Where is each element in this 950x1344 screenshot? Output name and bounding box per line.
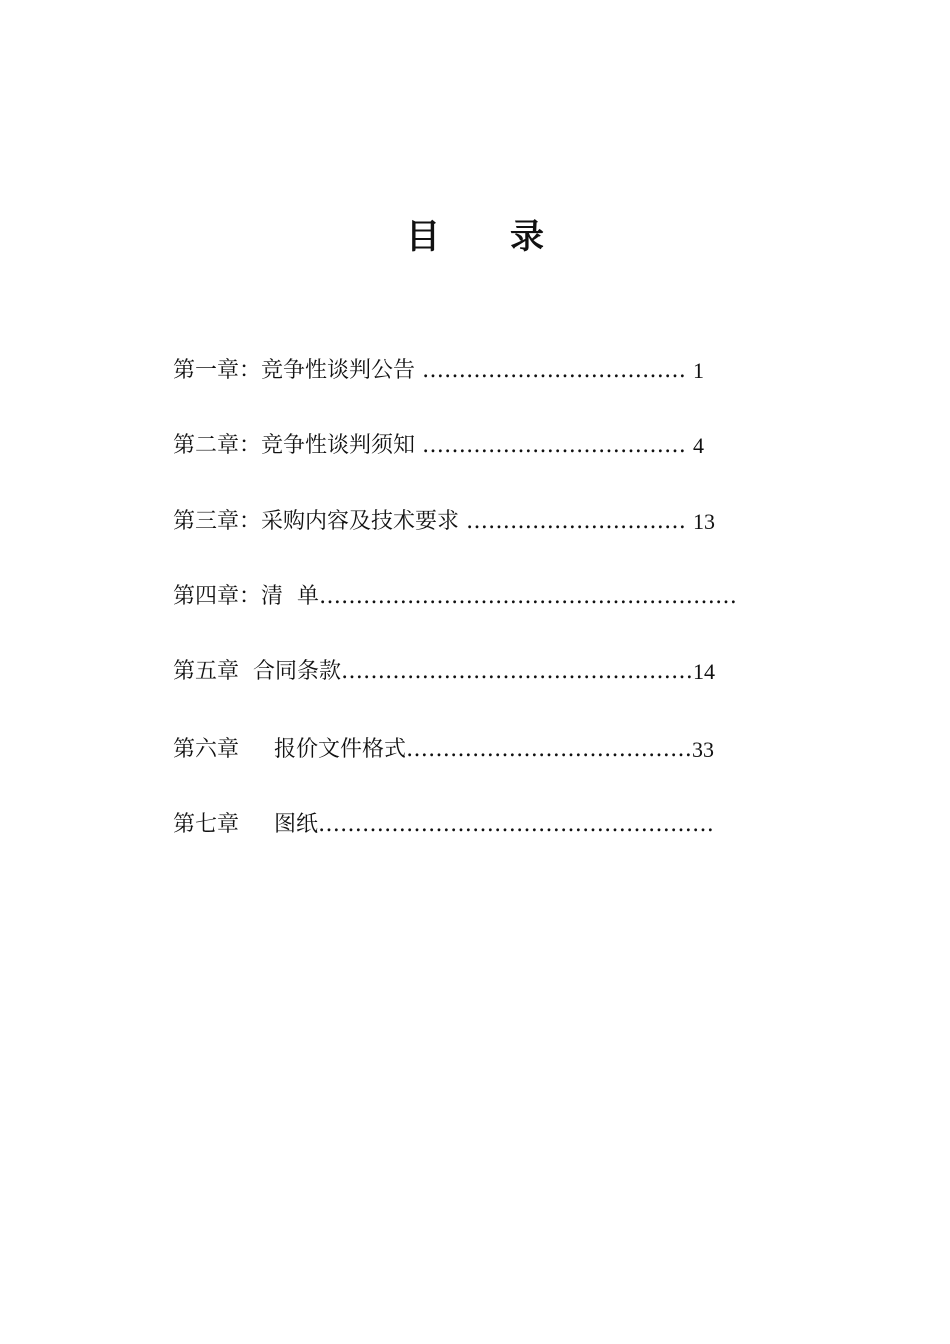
toc-entry-chapter-2[interactable]: [145, 395, 704, 458]
toc-entry-chapter-7[interactable]: [145, 774, 714, 837]
toc-leader-dots: …………………………………: [405, 737, 692, 762]
toc-leader-dots: ………………………………: [421, 358, 693, 383]
toc-leader-dots: ………………………………………………: [317, 812, 714, 837]
toc-entry-label: 第四章：清 单: [172, 584, 319, 609]
toc-title-char-2: 录: [510, 217, 544, 257]
toc-page-number: 1: [692, 358, 704, 383]
toc-leader-dots: ………………………………: [421, 433, 693, 458]
toc-leader-dots: …………………………: [465, 509, 693, 534]
toc-entry-chapter-5[interactable]: [145, 621, 715, 684]
toc-entry-label: 第一章：竞争性谈判公告: [172, 358, 422, 383]
toc-title: [0, 212, 950, 262]
toc-page-number: 33: [691, 737, 714, 762]
toc-leader-dots: …………………………………………: [340, 659, 693, 684]
toc-entry-chapter-3[interactable]: [145, 471, 715, 534]
toc-title-char-1: 目: [406, 217, 440, 257]
toc-entry-label: 第二章：竞争性谈判须知: [172, 433, 422, 458]
toc-entry-label: 第六章 报价文件格式: [172, 737, 406, 762]
toc-page-number: 4: [692, 433, 704, 458]
toc-page-number: 14: [692, 659, 715, 684]
toc-page-number: 13: [692, 509, 715, 534]
toc-entry-label: 第三章：采购内容及技术要求: [172, 509, 466, 534]
toc-entry-label: 第七章 图纸: [172, 812, 318, 837]
toc-leader-dots: …………………………………………………: [318, 584, 737, 609]
toc-entry-label: 第五章 合同条款: [172, 659, 341, 684]
toc-entry-chapter-4[interactable]: [145, 546, 737, 609]
toc-entry-chapter-1[interactable]: [145, 320, 704, 383]
toc-entry-chapter-6[interactable]: [145, 699, 714, 762]
